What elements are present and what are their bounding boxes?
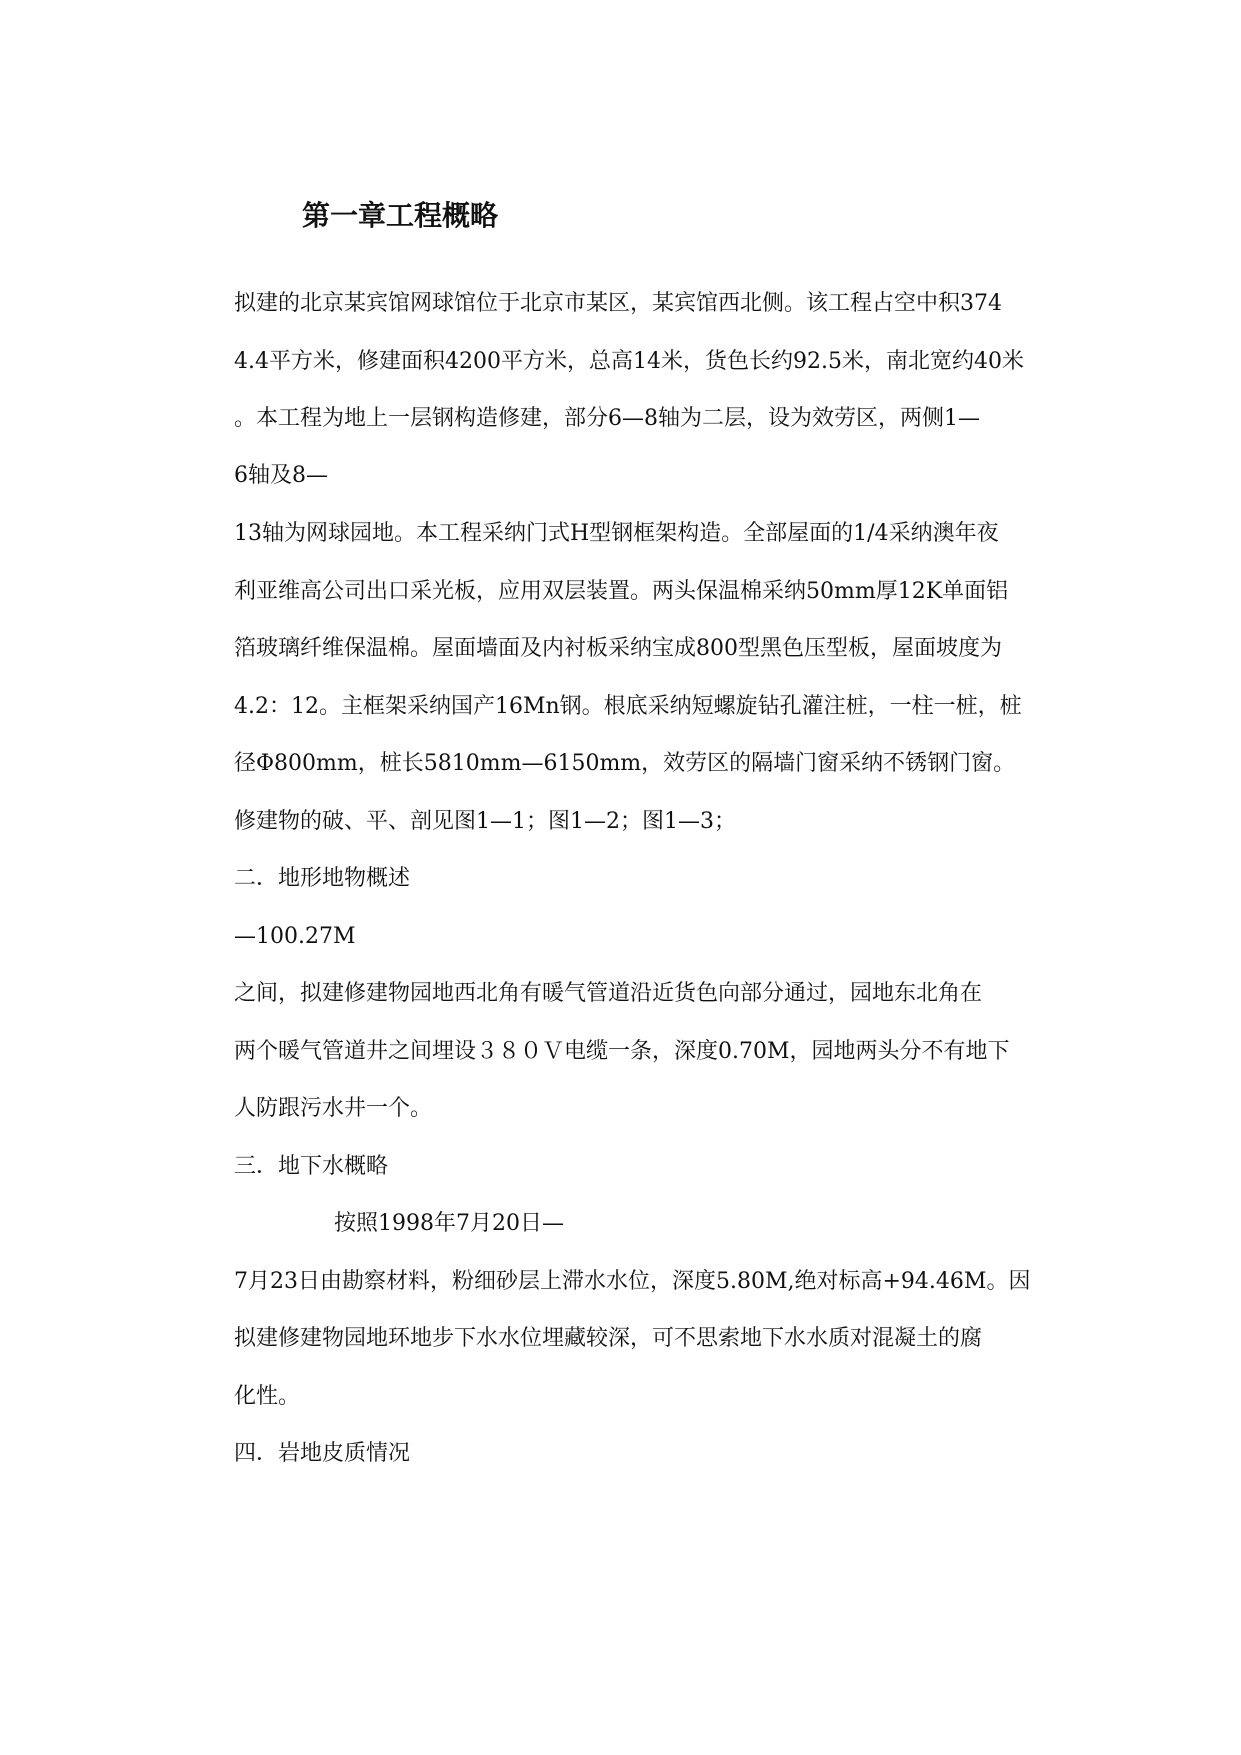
text-line-9: 径Φ800mm，桩长5810mm—6150mm，效劳区的隔墙门窗采纳不锈钢门窗。: [234, 751, 1016, 776]
text-line-17: 按照1998年7月20日—: [334, 1211, 564, 1236]
text-line-1: 拟建的北京某宾馆网球馆位于北京市某区，某宾馆西北侧。该工程占空中积374: [234, 291, 1002, 316]
text-line-5: 13轴为网球园地。本工程采纳门式H型钢框架构造。全部屋面的1/4采纳澳年夜: [234, 521, 999, 546]
text-line-14: 两个暖气管道井之间埋设３８０Ｖ电缆一条，深度0.70M，园地两头分不有地下: [234, 1039, 1010, 1064]
section-heading-terrain: 二．地形地物概述: [234, 866, 411, 891]
text-line-2: 4.4平方米，修建面积4200平方米，总高14米，货色长约92.5米，南北宽约40米: [234, 349, 1024, 374]
text-line-7: 箔玻璃纤维保温棉。屋面墙面及内衬板采纳宝成800型黑色压型板，屋面坡度为: [234, 636, 1002, 661]
text-line-3: 。本工程为地上一层钢构造修建，部分6—8轴为二层，设为效劳区，两侧1—: [234, 406, 980, 431]
text-line-4: 6轴及8—: [234, 463, 328, 488]
text-line-15: 人防跟污水井一个。: [234, 1096, 433, 1121]
text-line-12: —100.27M: [234, 924, 356, 949]
text-line-10: 修建物的破、平、剖见图1—1；图1—2；图1—3；: [234, 809, 736, 834]
text-line-6: 利亚维高公司出口采光板，应用双层装置。两头保温棉采纳50mm厚12K单面铝: [234, 579, 1009, 604]
text-line-8: 4.2：12。主框架采纳国产16Mn钢。根底采纳短螺旋钻孔灌注桩，一柱一桩，桩: [234, 694, 1022, 719]
text-line-18: 7月23日由勘察材料，粉细砂层上滞水水位，深度5.80M,绝对标高+94.46M。因: [234, 1269, 1031, 1294]
text-line-19: 拟建修建物园地环地步下水水位埋藏较深，可不思索地下水水质对混凝土的腐: [234, 1326, 983, 1351]
chapter-title: 第一章工程概略: [302, 199, 499, 232]
text-line-20: 化性。: [234, 1384, 301, 1409]
text-line-13: 之间，拟建修建物园地西北角有暖气管道沿近货色向部分通过，园地东北角在: [234, 981, 983, 1006]
section-heading-groundwater: 三．地下水概略: [234, 1154, 389, 1179]
section-heading-geology: 四．岩地皮质情况: [234, 1441, 411, 1466]
